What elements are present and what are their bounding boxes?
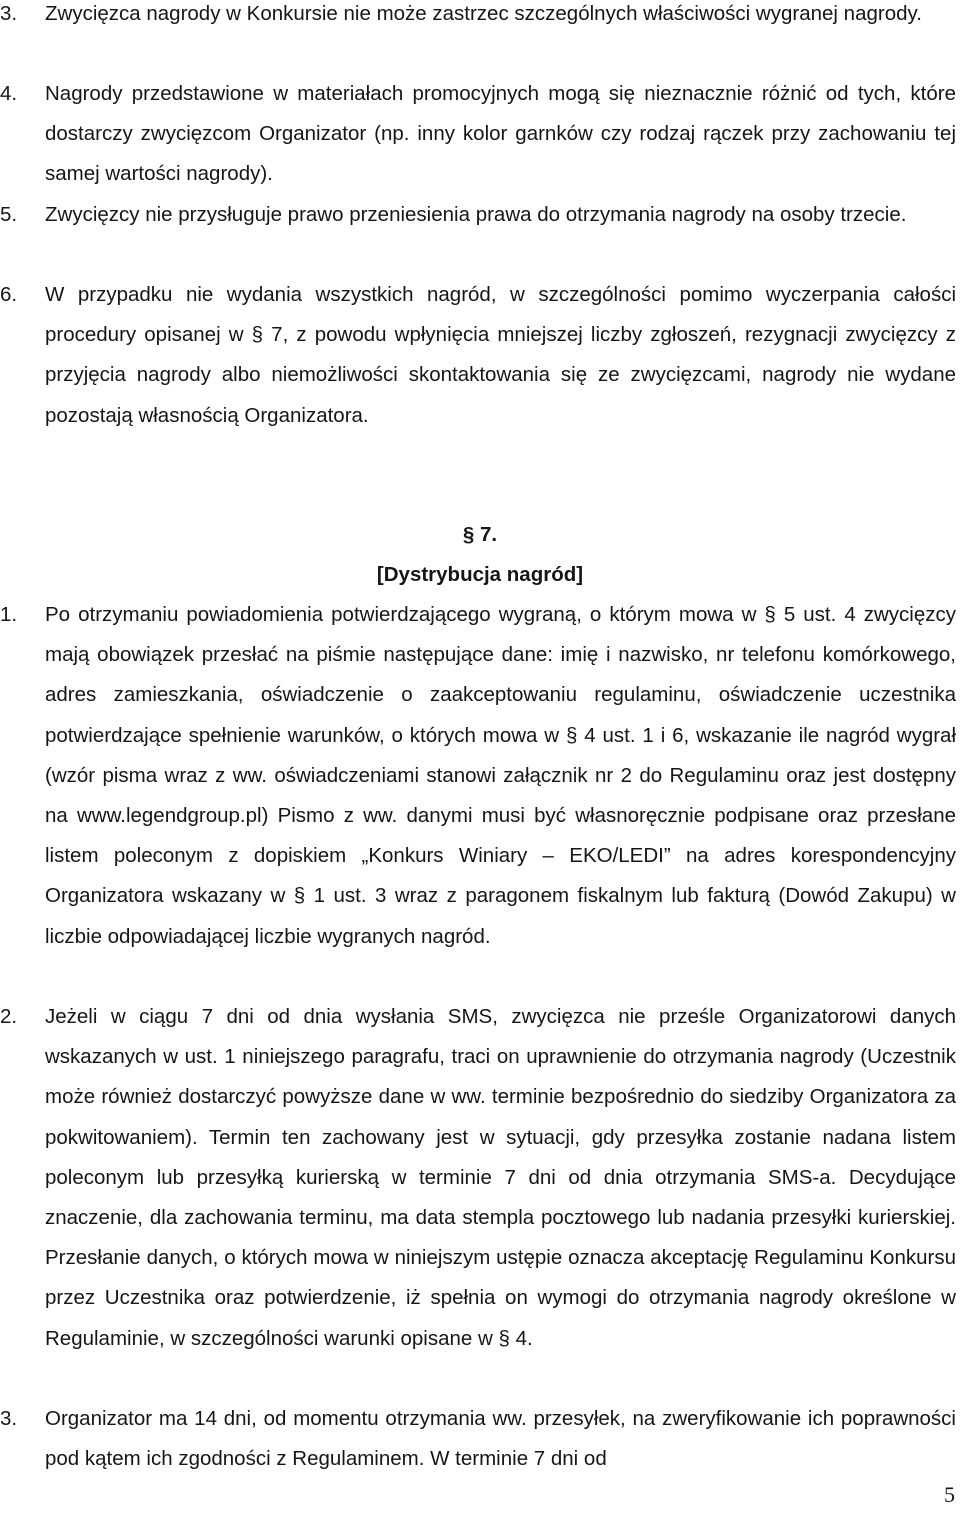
list-item-text: Zwycięzcy nie przysługuje prawo przeniesienia prawa do otrzymania nagrody na osoby trzecie. [45,203,907,226]
list-item-number: 5. [0,203,18,226]
list-item-text: Jeżeli w ciągu 7 dni od dnia wysłania SMS, zwycięzca nie prześle Organizatorowi danych wskazanych w ust. 1 niniejszego paragrafu, traci on uprawnienie do otrzymania nagrody (Uczestnik może również dostarczyć powyższe dane w ww. terminie bezpośrednio do siedziby Organizatora za pokwitowaniem). Termin ten zachowany jest w sytuacji, gdy przesyłka zostanie nadana listem poleconym lub przesyłką kurierską w terminie 7 dni od dnia otrzymania SMS-a. Decydujące znaczenie, dla zachowania terminu, ma data stempla pocztowego lub nadania przesyłki kurierskiej. Przesłanie danych, o których mowa w niniejszym ustępie oznacza akceptację Regulaminu Konkursu przez Uczestnika oraz potwierdzenie, iż spełnia on wymogi do otrzymania nagrody określone w Regulaminie, w szczególności warunki opisane w § 4. [45,1005,956,1350]
section-title: [Dystrybucja nagród] [376,563,584,586]
list-item-s6-4 [0,74,956,195]
list-item-text: Zwycięzca nagrody w Konkursie nie może zastrzec szczególnych właściwości wygranej nagrody. [45,2,922,25]
list-item-number: 3. [0,2,18,25]
list-item-number: 3. [0,1407,18,1430]
list-item-text: W przypadku nie wydania wszystkich nagród, w szczególności pomimo wyczerpania całości procedury opisanej w § 7, z powodu wpłynięcia mniejszej liczby zgłoszeń, rezygnacji zwycięzcy z przyjęcia nagrody albo niemożliwości skontaktowania się ze zwycięzcami, nagrody nie wydane pozostają własnością Organizatora. [45,283,956,427]
list-item-s7-3 [0,1399,956,1479]
list-item-text: Nagrody przedstawione w materiałach promocyjnych mogą się nieznacznie różnić od tych, które dostarczy zwycięzcom Organizator (np. inny kolor garnków czy rodzaj rączek przy zachowaniu tej samej wartości nagrody). [45,82,956,186]
section-number: § 7. [462,523,498,546]
list-item-s6-6 [0,275,956,436]
page-number: 5 [944,1482,955,1507]
list-item-number: 2. [0,1005,18,1028]
list-item-s7-2 [0,997,956,1359]
list-item-s7-1 [0,595,956,957]
list-item-s6-3 [0,0,956,34]
list-item-number: 4. [0,82,18,105]
list-item-text: Po otrzymaniu powiadomienia potwierdzającego wygraną, o którym mowa w § 5 ust. 4 zwycięzcy mają obowiązek przesłać na piśmie następujące dane: imię i nazwisko, nr telefonu komórkowego, adres zamieszkania, oświadczenie o zaakceptowaniu regulaminu, oświadczenie uczestnika potwierdzające spełnienie warunków, o których mowa w § 4 ust. 1 i 6, wskazanie ile nagród wygrał (wzór pisma wraz z ww. oświadczeniami stanowi załącznik nr 2 do Regulaminu oraz jest dostępny na www.legendgroup.pl) Pismo z ww. danymi musi być własnoręcznie podpisane oraz przesłane listem poleconym z dopiskiem „Konkurs Winiary – EKO/LEDI” na adres korespondencyjny Organizatora wskazany w § 1 ust. 3 wraz z paragonem fiskalnym lub fakturą (Dowód Zakupu) w liczbie odpowiadającej liczbie wygranych nagród. [45,603,956,948]
list-item-text: Organizator ma 14 dni, od momentu otrzymania ww. przesyłek, na zweryfikowanie ich poprawności pod kątem ich zgodności z Regulaminem. W terminie 7 dni od [45,1407,956,1471]
list-item-s6-5 [0,195,956,235]
list-item-number: 1. [0,603,18,626]
list-item-number: 6. [0,283,18,306]
